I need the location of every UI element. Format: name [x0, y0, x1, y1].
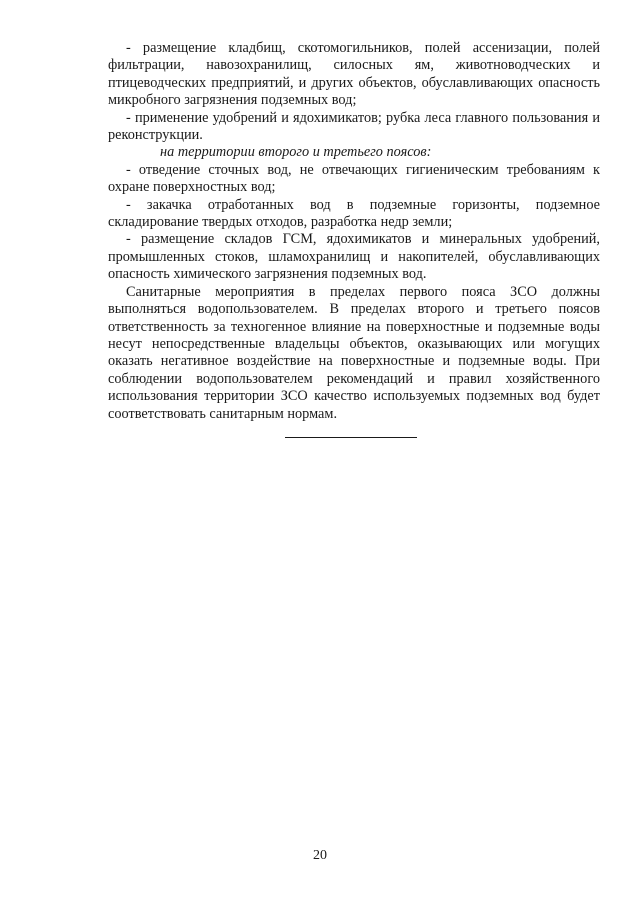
list-item-wastewater: - отведение сточных вод, не отвечающих гигиеническим требованиям к охране поверхностных вод; — [108, 161, 600, 196]
list-item-injection: - закачка отработанных вод в подземные горизонты, подземное складирование твердых отходов, разработка недр земли; — [108, 196, 600, 231]
page-body — [108, 40, 600, 423]
conclusion-paragraph: Санитарные мероприятия в пределах первого пояса ЗСО должны выполняться водопользователем. В пределах второго и третьего поясов ответственность за техногенное влияние на поверхностные и подземные воды несут непосредственные владельцы объектов, оказывающих или могущих оказать негативное воздействие на поверхностные и подземные воды. При соблюдении водопользователем рекомендаций и правил хозяйственного использования территории ЗСО качество используемых подземных вод будет соответствовать санитарным нормам. — [108, 283, 600, 422]
section-subheading: на территории второго и третьего поясов: — [160, 144, 432, 161]
list-item-fuel-storage: - размещение складов ГСМ, ядохимикатов и минеральных удобрений, промышленных стоков, шламохранилищ и накопителей, обуславливающих опасность химического загрязнения подземных вод. — [108, 231, 600, 283]
end-divider-line — [285, 437, 417, 438]
list-item-cemeteries: - размещение кладбищ, скотомогильников, полей ассенизации, полей фильтрации, навозохранилищ, силосных ям, животноводческих и птицеводческих предприятий, и других объектов, обуславливающих опасность микробного загрязнения подземных вод; — [108, 40, 600, 109]
page-number: 20 — [313, 848, 327, 863]
list-item-fertilizers: - применение удобрений и ядохимикатов; рубка леса главного пользования и реконструкции. — [108, 109, 600, 144]
